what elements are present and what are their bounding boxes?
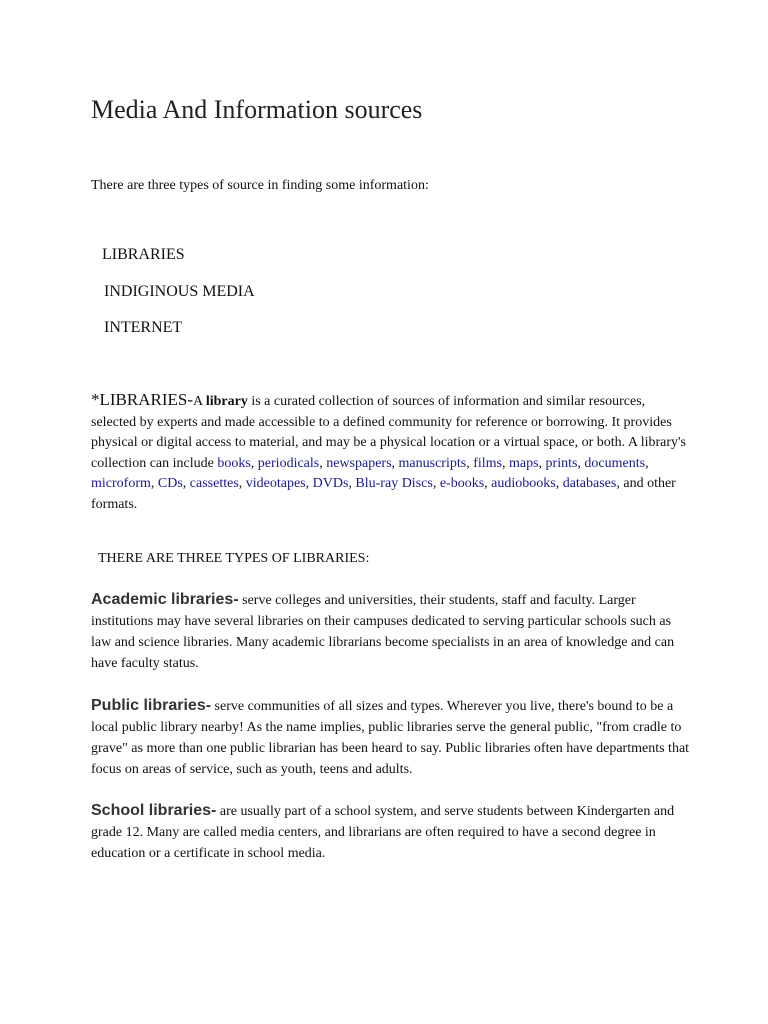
format-link[interactable]: audiobooks xyxy=(491,476,556,492)
format-link[interactable]: databases xyxy=(562,476,617,492)
intro-text: There are three types of source in finding some information: xyxy=(91,178,429,193)
libraries-heading: *LIBRARIES- xyxy=(91,390,193,409)
academic-libraries-name: Academic libraries- xyxy=(91,591,239,608)
format-link[interactable]: Blu-ray Discs xyxy=(355,476,433,492)
format-links: books, periodicals, newspapers, manuscripts, films, maps, prints, documents, microform, CDs, cassettes, videotapes, DVDs, Blu-ray Discs, e-books, audiobooks, databases xyxy=(91,455,649,492)
page-title: Media And Information sources xyxy=(91,95,423,124)
format-link[interactable]: prints xyxy=(545,455,578,471)
definition-tail: , and other formats. xyxy=(91,476,676,512)
format-link[interactable]: e-books xyxy=(439,476,485,492)
list-item: LIBRARIES xyxy=(102,246,185,263)
school-libraries-text: are usually part of a school system, and serve students between Kindergarten and grade 12. Many are called media centers, and librarians are often required to have a second degree in education or a certificate in school media. xyxy=(91,804,675,861)
definition-lead: A xyxy=(193,394,206,409)
format-link[interactable]: DVDs xyxy=(312,476,349,492)
academic-libraries-paragraph xyxy=(91,589,691,674)
academic-libraries-text: serve colleges and universities, their students, staff and faculty. Larger institutions may have several libraries on their campuses dedicated to serving particular schools such as law and science libraries. Many academic librarians become specialists in an area of knowledge and can have faculty status. xyxy=(91,593,675,671)
public-libraries-paragraph xyxy=(91,695,691,780)
library-term: library xyxy=(205,394,248,409)
format-link[interactable]: periodicals xyxy=(257,455,320,471)
format-link[interactable]: manuscripts xyxy=(398,455,467,471)
library-definition xyxy=(91,390,691,516)
three-types-heading: THERE ARE THREE TYPES OF LIBRARIES: xyxy=(98,551,370,566)
list-item: INDIGINOUS MEDIA xyxy=(104,283,255,300)
format-link[interactable]: microform xyxy=(91,476,151,492)
format-link[interactable]: newspapers xyxy=(326,455,392,471)
format-link[interactable]: maps xyxy=(508,455,539,471)
format-link[interactable]: cassettes xyxy=(189,476,239,492)
definition-text: is a curated collection of sources of information and similar resources, selected by experts and made accessible to a defined community for reference or borrowing. It provides physical or digital access to material, and may be a physical location or a virtual space, or both. A library's collection can include xyxy=(91,394,687,471)
format-link[interactable]: documents xyxy=(584,455,646,471)
format-link[interactable]: videotapes xyxy=(245,476,306,492)
public-libraries-text: serve communities of all sizes and types. Wherever you live, there's bound to be a local public library nearby! As the name implies, public libraries serve the general public, "from cradle to grave" as more than one public librarian has been heard to say. Public libraries often have departments that focus on areas of service, such as youth, teens and adults. xyxy=(91,699,690,777)
list-item: INTERNET xyxy=(104,319,183,336)
format-link[interactable]: films xyxy=(473,455,502,471)
format-link[interactable]: CDs xyxy=(157,476,183,492)
public-libraries-name: Public libraries- xyxy=(91,697,212,714)
school-libraries-name: School libraries- xyxy=(91,802,217,819)
format-link[interactable]: books xyxy=(217,455,251,471)
school-libraries-paragraph xyxy=(91,800,691,864)
